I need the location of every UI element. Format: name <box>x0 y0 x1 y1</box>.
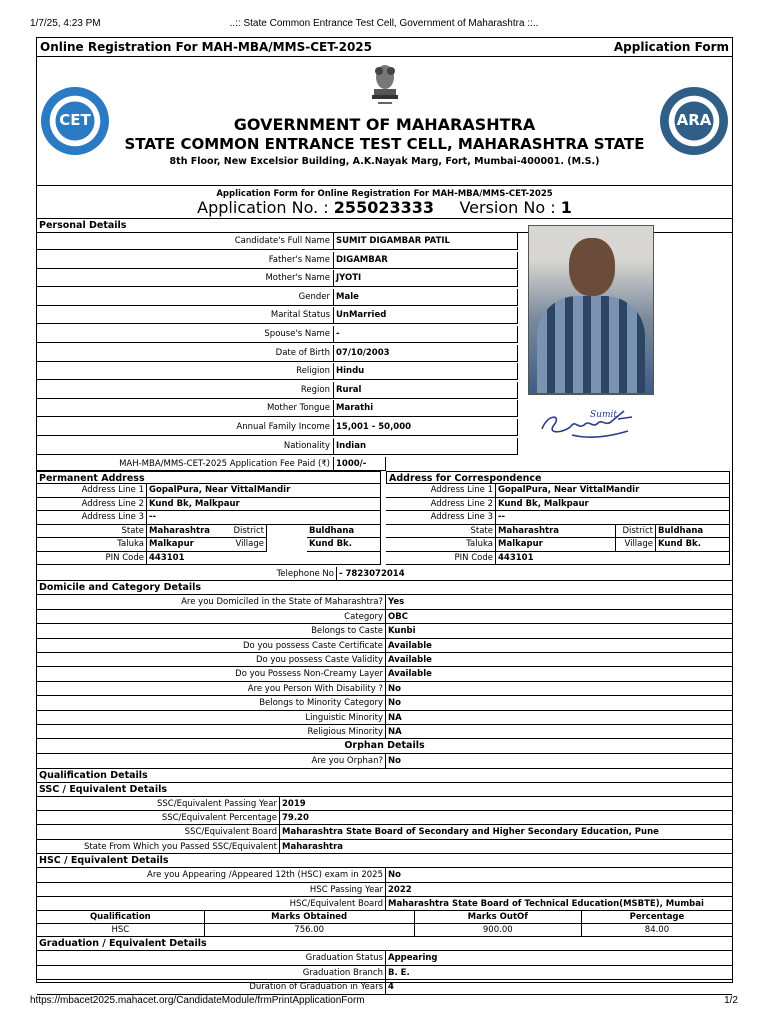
domicile-row <box>37 696 732 710</box>
perm-line2-label: Address Line 2 <box>37 498 147 512</box>
perm-line1-label: Address Line 1 <box>37 484 147 498</box>
corr-village-label: Village <box>596 538 656 552</box>
domicile-label: Religious Minority <box>37 725 386 739</box>
corr-line3-label: Address Line 3 <box>386 511 496 525</box>
domicile-row <box>37 639 732 653</box>
grad-value: 4 <box>386 980 732 994</box>
corr-pin-label: PIN Code <box>386 552 496 566</box>
orphan-value: No <box>386 754 732 768</box>
personal-label: Religion <box>37 363 334 380</box>
domicile-row <box>37 667 732 681</box>
telephone-label: Telephone No <box>37 567 337 581</box>
personal-value: UnMarried <box>334 307 518 324</box>
ssc-row <box>37 825 732 839</box>
marks-cell: HSC <box>37 924 204 937</box>
corr-taluka-label: Taluka <box>386 538 496 552</box>
hsc-row <box>37 868 732 882</box>
form-title: Online Registration For MAH-MBA/MMS-CET-2025 <box>40 40 372 54</box>
marks-cell: 756.00 <box>204 924 414 937</box>
marks-header: Marks OutOf <box>414 911 581 924</box>
perm-state-label: State <box>37 525 147 539</box>
form-type: Application Form <box>613 40 729 54</box>
domicile-value: No <box>386 682 732 696</box>
graduation-table <box>37 951 732 994</box>
hsc-label: HSC Passing Year <box>37 883 386 897</box>
domicile-value: Kunbi <box>386 624 732 638</box>
marks-header: Qualification <box>37 911 204 924</box>
personal-value: 15,001 - 50,000 <box>334 419 518 436</box>
perm-taluka: Malkapur <box>147 538 267 552</box>
personal-value: - <box>334 326 518 343</box>
ssc-value: Maharashtra <box>280 840 732 854</box>
hsc-label: Are you Appearing /Appeared 12th (HSC) exam in 2025 <box>37 868 386 882</box>
ssc-heading: SSC / Equivalent Details <box>37 783 732 797</box>
domicile-row <box>37 711 732 725</box>
personal-label: Region <box>37 382 334 399</box>
domicile-value: Yes <box>386 595 732 609</box>
domicile-label: Do you possess Caste Validity <box>37 653 386 667</box>
ssc-row <box>37 840 732 854</box>
domicile-heading: Domicile and Category Details <box>37 581 732 595</box>
domicile-value: Available <box>386 653 732 667</box>
orphan-label: Are you Orphan? <box>37 754 386 768</box>
corr-address-title: Address for Correspondence <box>386 471 730 484</box>
personal-value: Hindu <box>334 363 518 380</box>
govt-name: GOVERNMENT OF MAHARASHTRA <box>233 115 536 134</box>
marks-cell: 84.00 <box>581 924 732 937</box>
personal-value: Marathi <box>334 400 518 417</box>
perm-line2: Kund Bk, Malkpaur <box>147 498 381 512</box>
candidate-signature <box>528 395 652 447</box>
form-subtitle: Application Form for Online Registration For MAH-MBA/MMS-CET-2025 <box>216 189 553 199</box>
ssc-value: 79.20 <box>280 811 732 825</box>
personal-value: Male <box>334 289 518 306</box>
personal-label: Mother's Name <box>37 270 334 287</box>
personal-label: Spouse's Name <box>37 326 334 343</box>
personal-value: JYOTI <box>334 270 518 287</box>
hsc-row <box>37 883 732 897</box>
fee-value: 1000/- <box>334 457 386 471</box>
form-title-bar <box>37 38 732 57</box>
ssc-value: Maharashtra State Board of Secondary and Higher Secondary Education, Pune <box>280 825 732 839</box>
grad-row <box>37 951 732 965</box>
version-label: Version No : <box>459 198 556 217</box>
domicile-value: No <box>386 696 732 710</box>
corr-state-label: State <box>386 525 496 539</box>
qualification-heading: Qualification Details <box>37 769 732 783</box>
domicile-label: Are you Person With Disability ? <box>37 682 386 696</box>
ssc-label: State From Which you Passed SSC/Equivalent <box>37 840 280 854</box>
domicile-row <box>37 595 732 609</box>
signature-text: Sumit <box>590 410 617 420</box>
personal-value: SUMIT DIGAMBAR PATIL <box>334 233 518 250</box>
perm-village-label: Village <box>207 538 267 552</box>
cell-address: 8th Floor, New Excelsior Building, A.K.Nayak Marg, Fort, Mumbai-400001. (M.S.) <box>169 156 600 167</box>
domicile-value: NA <box>386 725 732 739</box>
corr-line3: -- <box>496 511 730 525</box>
personal-label: Candidate's Full Name <box>37 233 334 250</box>
cell-name: STATE COMMON ENTRANCE TEST CELL, MAHARASHTRA STATE <box>124 135 645 153</box>
domicile-label: Do you possess Caste Certificate <box>37 639 386 653</box>
ssc-table <box>37 797 732 855</box>
perm-taluka-label: Taluka <box>37 538 147 552</box>
corr-district: Buldhana <box>656 525 730 539</box>
app-no-value: 255023333 <box>333 198 434 217</box>
perm-pin: 443101 <box>147 552 381 566</box>
personal-details-heading: Personal Details <box>37 219 732 233</box>
candidate-photo <box>528 225 654 395</box>
domicile-label: Do you Possess Non-Creamy Layer <box>37 667 386 681</box>
page-number: 1/2 <box>724 995 738 1006</box>
permanent-address-title: Permanent Address <box>37 471 381 484</box>
personal-value: 07/10/2003 <box>334 345 518 362</box>
fee-row <box>37 457 732 471</box>
national-emblem-icon <box>368 61 402 107</box>
corr-state: Maharashtra <box>496 525 616 539</box>
hsc-heading: HSC / Equivalent Details <box>37 854 732 868</box>
domicile-label: Belongs to Caste <box>37 624 386 638</box>
hsc-row <box>37 897 732 911</box>
corr-village: Kund Bk. <box>656 538 730 552</box>
telephone-value: - 7823072014 <box>337 567 732 581</box>
personal-label: Nationality <box>37 438 334 455</box>
ara-logo-icon: ARA <box>660 87 728 155</box>
grad-value: B. E. <box>386 966 732 980</box>
domicile-table <box>37 595 732 739</box>
marks-cell: 900.00 <box>414 924 581 937</box>
perm-district-label: District <box>207 525 267 539</box>
corr-line1-label: Address Line 1 <box>386 484 496 498</box>
personal-label: Mother Tongue <box>37 400 334 417</box>
version-value: 1 <box>560 198 572 217</box>
corr-taluka: Malkapur <box>496 538 616 552</box>
corr-line2: Kund Bk, Malkpaur <box>496 498 730 512</box>
govt-header <box>37 57 732 186</box>
perm-line3: -- <box>147 511 381 525</box>
hsc-value: 2022 <box>386 883 732 897</box>
grad-label: Duration of Graduation in Years <box>37 980 386 994</box>
domicile-label: Category <box>37 610 386 624</box>
ssc-label: SSC/Equivalent Passing Year <box>37 797 280 811</box>
marks-header: Percentage <box>581 911 732 924</box>
hsc-value: Maharashtra State Board of Technical Education(MSBTE), Mumbai <box>386 897 732 911</box>
domicile-value: OBC <box>386 610 732 624</box>
telephone-row <box>37 567 732 581</box>
address-block <box>37 471 732 565</box>
domicile-row <box>37 624 732 638</box>
grad-label: Graduation Branch <box>37 966 386 980</box>
permanent-address <box>37 471 381 565</box>
domicile-label: Belongs to Minority Category <box>37 696 386 710</box>
ssc-row <box>37 811 732 825</box>
domicile-row <box>37 682 732 696</box>
ssc-value: 2019 <box>280 797 732 811</box>
domicile-label: Linguistic Minority <box>37 711 386 725</box>
correspondence-address <box>386 471 730 565</box>
perm-line1: GopalPura, Near VittalMandir <box>147 484 381 498</box>
perm-pin-label: PIN Code <box>37 552 147 566</box>
marks-header: Marks Obtained <box>204 911 414 924</box>
ssc-row <box>37 797 732 811</box>
ssc-label: SSC/Equivalent Percentage <box>37 811 280 825</box>
application-form <box>36 37 733 993</box>
personal-value: Indian <box>334 438 518 455</box>
page-title: ..:: State Common Entrance Test Cell, Government of Maharashtra ::.. <box>229 18 539 29</box>
graduation-heading: Graduation / Equivalent Details <box>37 937 732 951</box>
personal-label: Date of Birth <box>37 345 334 362</box>
grad-row <box>37 980 732 994</box>
domicile-label: Are you Domiciled in the State of Maharashtra? <box>37 595 386 609</box>
corr-pin: 443101 <box>496 552 730 566</box>
domicile-row <box>37 610 732 624</box>
app-no-label: Application No. : <box>197 198 329 217</box>
corr-line1: GopalPura, Near VittalMandir <box>496 484 730 498</box>
orphan-heading: Orphan Details <box>37 739 732 754</box>
hsc-label: HSC/Equivalent Board <box>37 897 386 911</box>
perm-state: Maharashtra <box>147 525 267 539</box>
hsc-table <box>37 868 732 911</box>
corr-line2-label: Address Line 2 <box>386 498 496 512</box>
personal-label: Annual Family Income <box>37 419 334 436</box>
personal-label: Gender <box>37 289 334 306</box>
personal-label: Marital Status <box>37 307 334 324</box>
corr-district-label: District <box>596 525 656 539</box>
domicile-value: Available <box>386 639 732 653</box>
domicile-value: NA <box>386 711 732 725</box>
domicile-value: Available <box>386 667 732 681</box>
domicile-row <box>37 725 732 739</box>
marks-table <box>37 911 732 937</box>
personal-value: Rural <box>334 382 518 399</box>
perm-district: Buldhana <box>307 525 381 539</box>
personal-label: Father's Name <box>37 252 334 269</box>
hsc-value: No <box>386 868 732 882</box>
domicile-row <box>37 653 732 667</box>
ssc-label: SSC/Equivalent Board <box>37 825 280 839</box>
orphan-row <box>37 754 732 768</box>
page-url: https://mbacet2025.mahacet.org/CandidateModule/frmPrintApplicationForm <box>30 995 365 1006</box>
grad-row <box>37 966 732 980</box>
grad-label: Graduation Status <box>37 951 386 965</box>
browser-footer <box>30 995 738 1006</box>
application-number-block <box>37 186 732 219</box>
cet-logo-icon: CET <box>41 87 109 155</box>
perm-line3-label: Address Line 3 <box>37 511 147 525</box>
grad-value: Appearing <box>386 951 732 965</box>
fee-label: MAH-MBA/MMS-CET-2025 Application Fee Paid (₹) <box>37 457 334 471</box>
print-timestamp: 1/7/25, 4:23 PM <box>30 18 101 29</box>
perm-village: Kund Bk. <box>307 538 381 552</box>
personal-value: DIGAMBAR <box>334 252 518 269</box>
